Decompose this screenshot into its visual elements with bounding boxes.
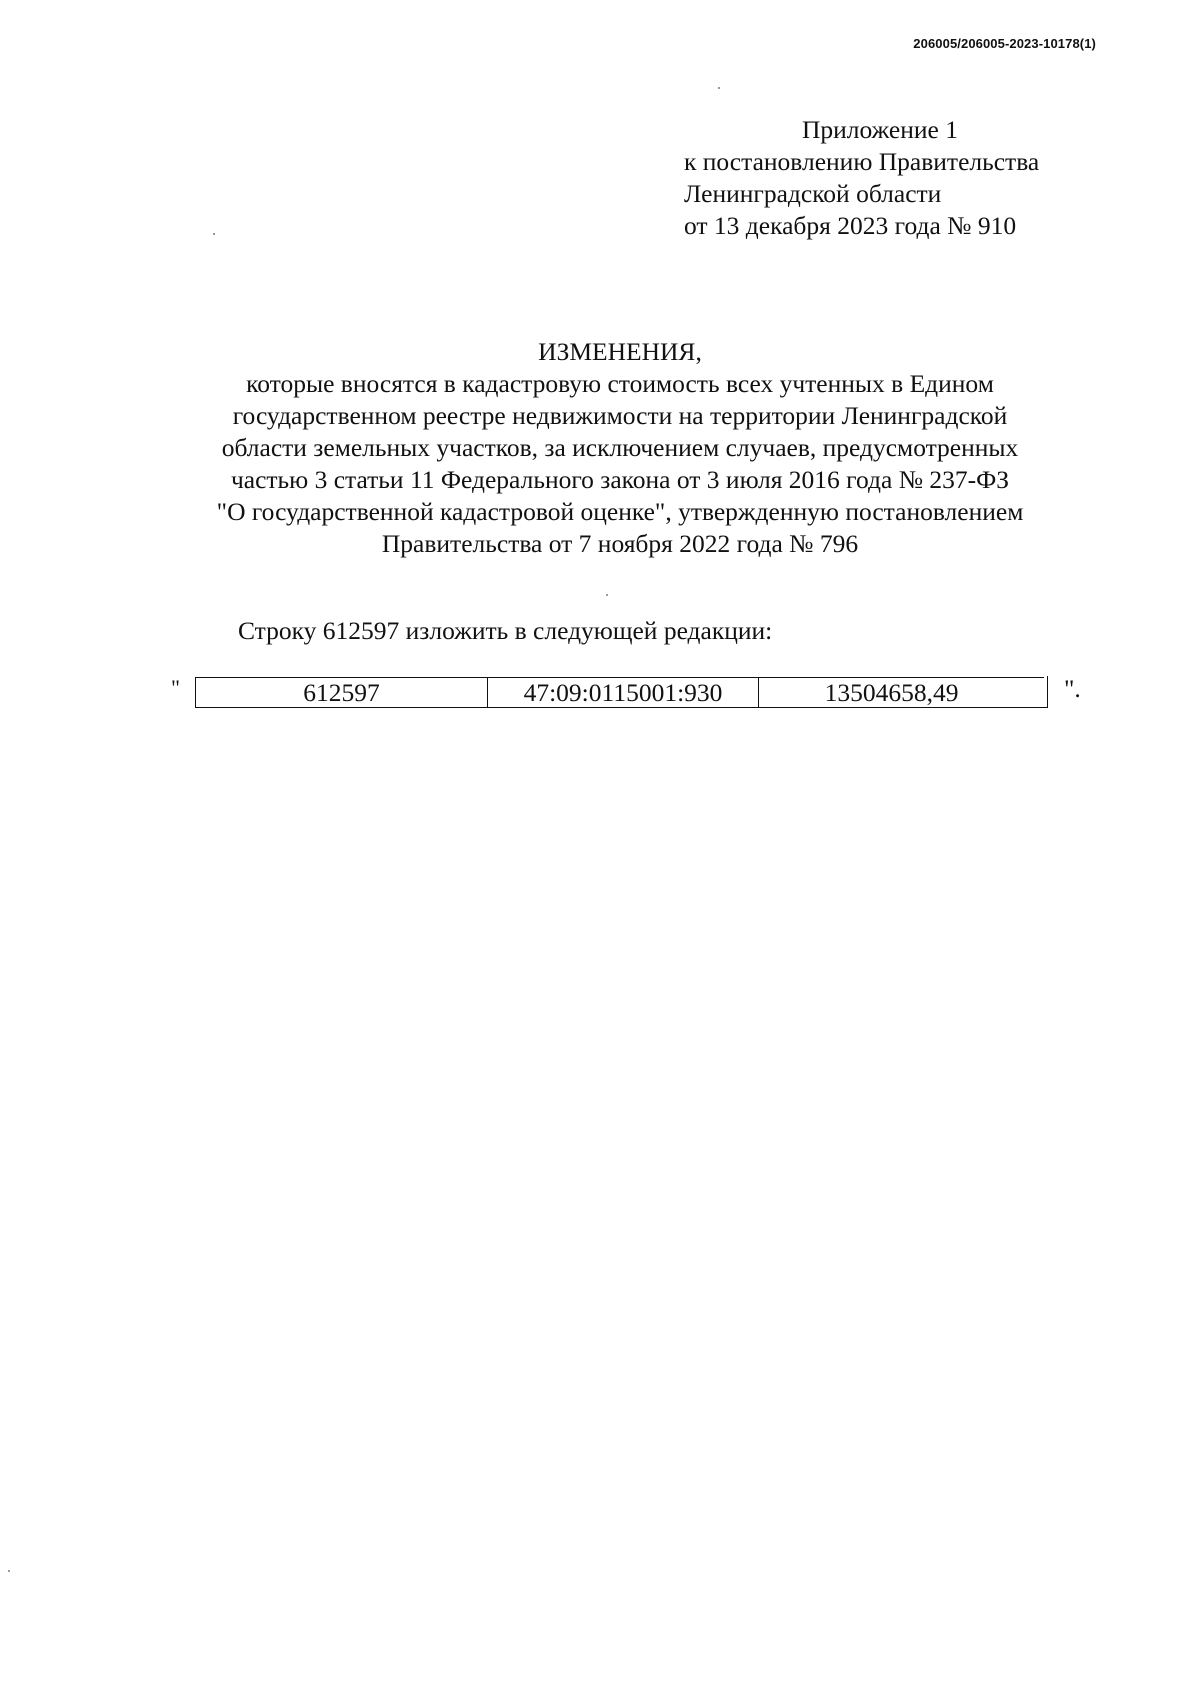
appendix-reference: к постановлению Правительства bbox=[684, 147, 1040, 176]
scan-speck bbox=[213, 233, 215, 235]
closing-quote: ". bbox=[1064, 674, 1081, 703]
cadastral-value-cell bbox=[759, 678, 1045, 708]
heading-title: ИЗМЕНЕНИЯ, bbox=[538, 337, 702, 366]
heading-line: которые вносятся в кадастровую стоимость всех учтенных в Едином bbox=[246, 369, 994, 398]
heading-line: области земельных участков, за исключением случаев, предусмотренных bbox=[221, 433, 1019, 462]
replacement-row-table bbox=[195, 677, 1044, 708]
cadastral-number: 47:09:0115001:930 bbox=[523, 678, 723, 707]
table-row bbox=[196, 678, 1045, 708]
heading-line: частью 3 статьи 11 Федерального закона от 3 июля 2016 года № 237-ФЗ bbox=[230, 465, 1010, 494]
heading-line: "О государственной кадастровой оценке", утвержденную постановлением bbox=[216, 497, 1024, 526]
document-id: 206005/206005-2023-10178(1) bbox=[913, 36, 1096, 51]
scan-speck bbox=[8, 1570, 10, 1572]
appendix-date: от 13 декабря 2023 года № 910 bbox=[684, 211, 1017, 240]
appendix-block bbox=[684, 114, 1039, 242]
row-number-cell bbox=[196, 678, 488, 708]
instruction-text: Строку 612597 изложить в следующей редакции: bbox=[238, 616, 773, 645]
appendix-region: Ленинградской области bbox=[684, 179, 942, 208]
cadastral-value: 13504658,49 bbox=[824, 678, 959, 707]
opening-quote: " bbox=[171, 675, 180, 700]
cadastral-number-cell bbox=[488, 678, 759, 708]
appendix-title: Приложение 1 bbox=[802, 115, 958, 144]
document-heading bbox=[140, 336, 1100, 560]
table-end-mark bbox=[1040, 676, 1048, 708]
heading-line: государственном реестре недвижимости на территории Ленинградской bbox=[232, 401, 1008, 430]
heading-line: Правительства от 7 ноября 2022 года № 796 bbox=[381, 529, 859, 558]
scan-speck bbox=[718, 87, 720, 89]
scan-speck bbox=[606, 594, 608, 596]
row-number: 612597 bbox=[303, 678, 380, 707]
